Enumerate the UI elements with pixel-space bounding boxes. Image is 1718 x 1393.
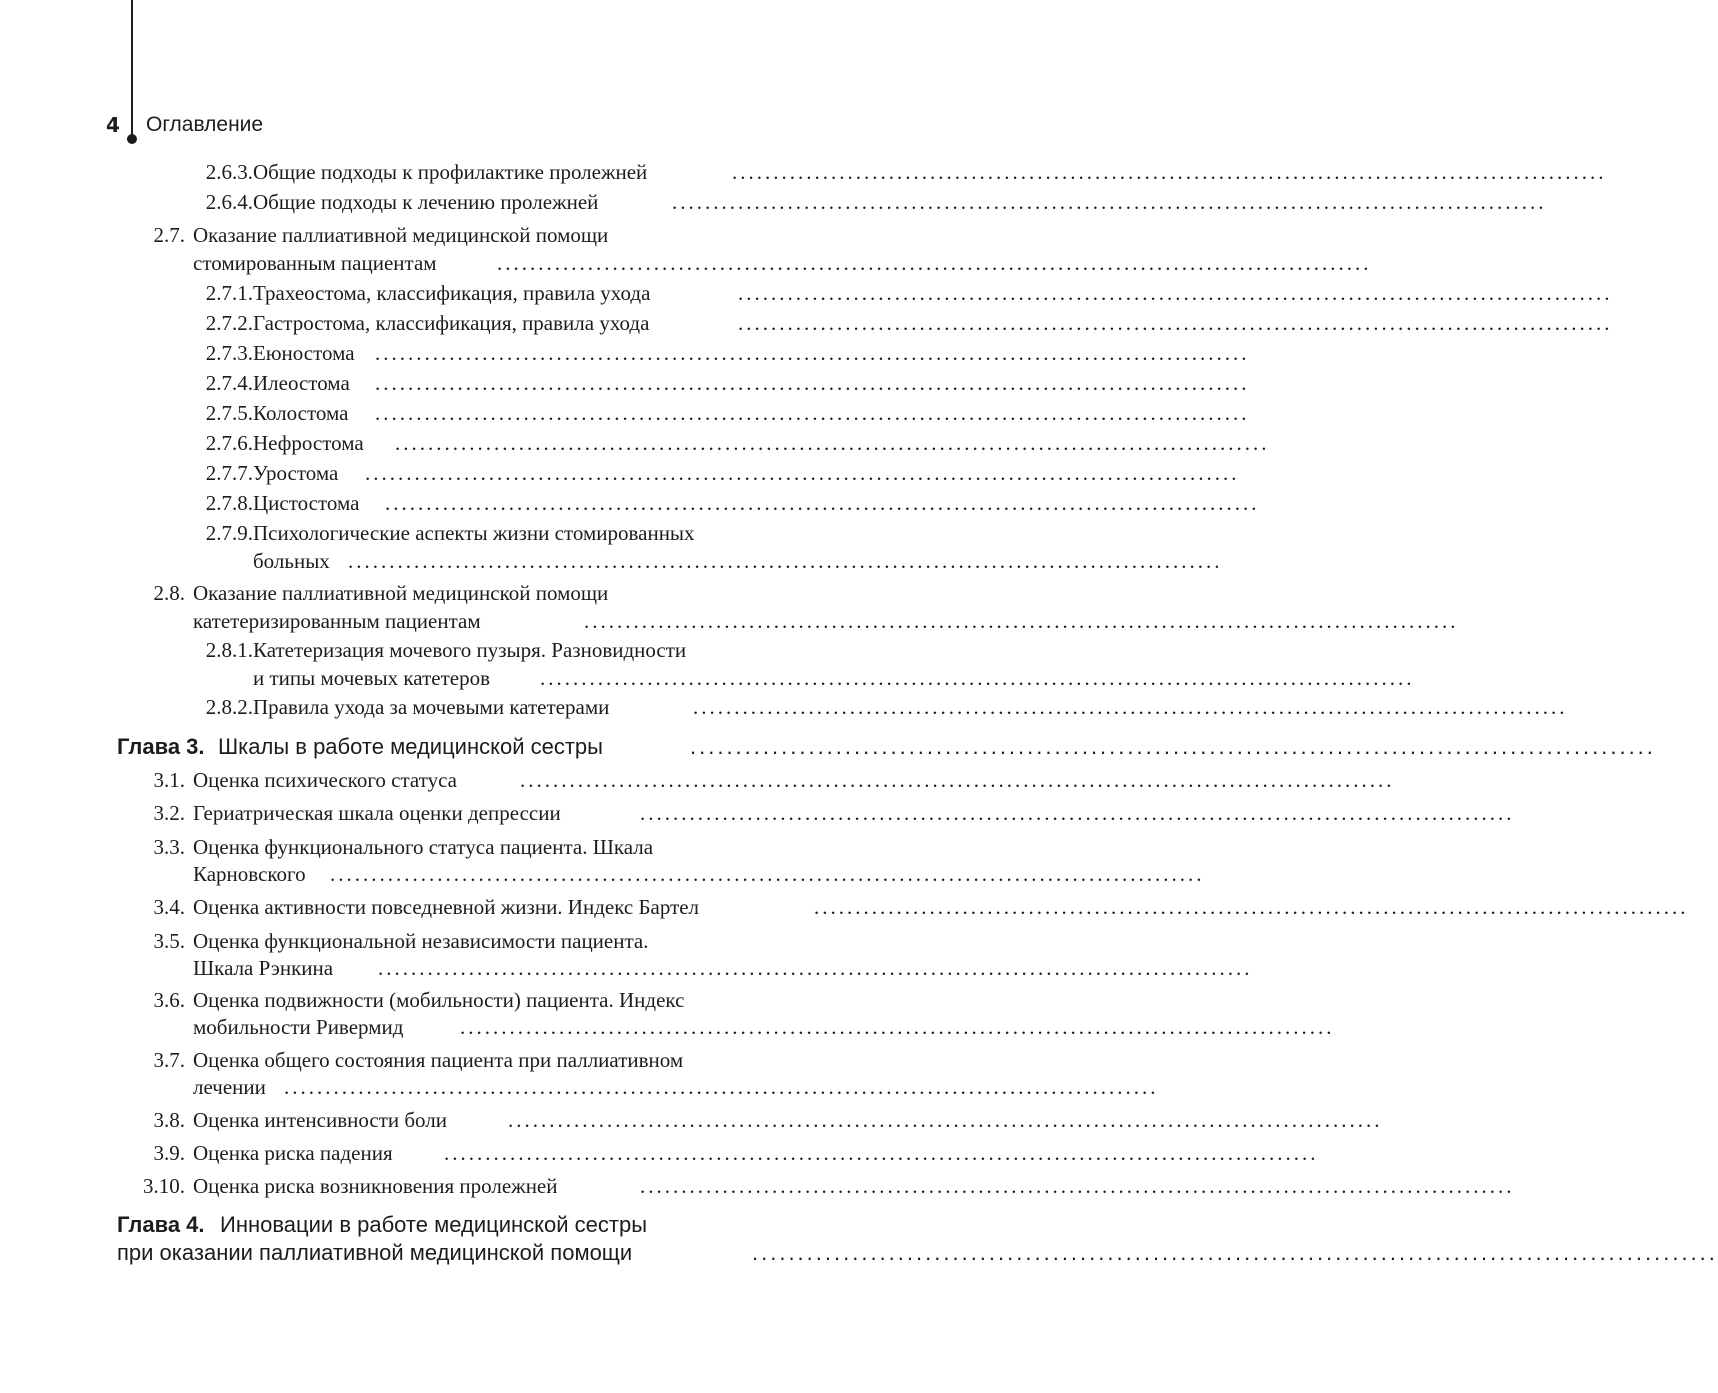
toc-entry-title: Цистостома	[253, 491, 360, 515]
toc-entry-title: Общие подходы к лечению пролежней	[253, 190, 599, 214]
toc-entry-number: 3.7.	[153, 1048, 185, 1072]
toc-leader: ..........................................................................................................	[640, 801, 1515, 825]
toc-entry-number: 2.7.3.	[205, 341, 253, 365]
toc-entry-number: 3.4.	[153, 895, 185, 919]
toc-entry-title: Оценка активности повседневной жизни. Индекс Бартел	[193, 895, 700, 919]
toc-chapter-label: Глава 3.	[117, 734, 205, 759]
toc-entry-title: Трахеостома, классификация, правила ухода	[253, 281, 651, 305]
toc-entry-number: 2.7.5.	[205, 401, 253, 425]
toc-entry-title: Общие подходы к профилактике пролежней	[253, 160, 648, 184]
toc-entry-number: 2.7.8.	[205, 491, 253, 515]
toc-entry-number: 2.7.7.	[205, 461, 253, 485]
toc-leader: ..........................................................................................................	[738, 281, 1613, 305]
toc-entry-number: 3.5.	[153, 929, 185, 953]
toc-entry-title: Оценка интенсивности боли	[193, 1108, 447, 1132]
toc-entry-title: Гастростома, классификация, правила ухода	[253, 311, 650, 335]
toc-entry-title-line1: Оценка общего состояния пациента при паллиативном	[193, 1048, 684, 1072]
toc-leader: ..........................................................................................................	[460, 1015, 1335, 1039]
toc-leader: ..........................................................................................................	[348, 549, 1223, 573]
toc-entry-number: 2.6.4.	[205, 190, 253, 214]
toc-leader: ..........................................................................................................	[284, 1075, 1159, 1099]
toc-entry-number: 2.7.6.	[205, 431, 253, 455]
toc-leader: ..........................................................................................................	[814, 895, 1689, 919]
toc-entry-title: Илеостома	[253, 371, 350, 395]
toc-entry-number: 2.7.	[153, 223, 185, 247]
toc-leader: ..........................................................................................................	[365, 461, 1240, 485]
toc-leader: ..........................................................................................................	[378, 956, 1253, 980]
toc-chapter-title-line2: при оказании паллиативной медицинской помощи	[117, 1240, 633, 1265]
toc-leader: ..........................................................................................................	[672, 190, 1547, 214]
toc-entry-number: 2.6.3.	[205, 160, 253, 184]
toc-entry-title: Оценка риска возникновения пролежней	[193, 1174, 558, 1198]
toc-leader: ..........................................................................................................	[693, 695, 1568, 719]
toc-entry-title: Оценка психического статуса	[193, 768, 457, 792]
toc-entry-title: Колостома	[253, 401, 349, 425]
toc-entry-title-line2: Карновского	[193, 862, 306, 886]
toc-leader: ..........................................................................................................	[584, 609, 1459, 633]
toc-leader: ..........................................................................................................	[395, 431, 1270, 455]
toc-entry-title-line1: Оценка функционального статуса пациента. Шкала	[193, 835, 654, 859]
toc-leader: ..........................................................................................................	[508, 1108, 1383, 1132]
toc-entry-title: Уростома	[253, 461, 339, 485]
toc-leader: ..........................................................................................................	[385, 491, 1260, 515]
toc-entry-number: 3.10.	[143, 1174, 185, 1198]
toc-entry-title-line2: катетеризированным пациентам	[193, 609, 481, 633]
toc-leader: ..........................................................................................................	[375, 341, 1250, 365]
toc-entry-title-line2: больных	[253, 549, 330, 573]
toc-entry-title-line2: стомированным пациентам	[193, 251, 437, 275]
toc-entry-number: 2.8.2.	[205, 695, 253, 719]
toc-entry-title-line1: Оценка функциональной независимости пациента.	[193, 929, 649, 953]
running-head-title: Оглавление	[146, 113, 264, 136]
toc-entry-number: 2.8.1.	[205, 638, 253, 662]
toc-entry-title: Правила ухода за мочевыми катетерами	[253, 695, 610, 719]
toc-entry-number: 2.7.1.	[205, 281, 253, 305]
toc-leader: ..........................................................................................................	[540, 666, 1415, 690]
toc-entry-title-line2: Шкала Рэнкина	[193, 956, 334, 980]
toc-entry-number: 2.7.4.	[205, 371, 253, 395]
toc-leader: ..........................................................................................................	[444, 1141, 1319, 1165]
toc-entry-number: 3.1.	[153, 768, 185, 792]
page-number: 4	[106, 113, 120, 137]
toc-entry-title-line1: Катетеризация мочевого пузыря. Разновидности	[253, 638, 687, 662]
toc-entry-title: Еюностома	[253, 341, 355, 365]
toc-leader: ..........................................................................................................	[520, 768, 1395, 792]
toc-entry-title-line1: Оценка подвижности (мобильности) пациента. Индекс	[193, 988, 685, 1012]
toc-leader: ..........................................................................................................	[375, 371, 1250, 395]
toc-entry-title-line2: и типы мочевых катетеров	[253, 666, 490, 690]
toc-leader: ..........................................................................................................	[752, 1240, 1718, 1265]
toc-leader: ..........................................................................................................	[690, 734, 1656, 759]
toc-chapter-label: Глава 4.	[117, 1212, 205, 1237]
toc-entry-number: 2.8.	[153, 581, 185, 605]
toc-entry-title-line1: Психологические аспекты жизни стомированных	[253, 521, 695, 545]
toc-entry-title-line2: мобильности Ривермид	[193, 1015, 404, 1039]
toc-entry-number: 3.3.	[153, 835, 185, 859]
toc-entry-title: Гериатрическая шкала оценки депрессии	[193, 801, 561, 825]
toc-entry-title: Оценка риска падения	[193, 1141, 393, 1165]
toc-leader: ..........................................................................................................	[330, 862, 1205, 886]
toc-entry-title: Нефростома	[253, 431, 364, 455]
toc-leader: ..........................................................................................................	[497, 251, 1372, 275]
toc-leader: ..........................................................................................................	[375, 401, 1250, 425]
toc-entry-number: 3.2.	[153, 801, 185, 825]
toc-chapter-title: Шкалы в работе медицинской сестры	[218, 734, 603, 759]
toc-entry-number: 3.9.	[153, 1141, 185, 1165]
toc-entry-number: 3.8.	[153, 1108, 185, 1132]
toc-entry-number: 2.7.9.	[205, 521, 253, 545]
toc-entry-title-line1: Оказание паллиативной медицинской помощи	[193, 581, 609, 605]
toc-entry-number: 2.7.2.	[205, 311, 253, 335]
toc-chapter-title-line1: Инновации в работе медицинской сестры	[220, 1212, 648, 1237]
toc-entry-number: 3.6.	[153, 988, 185, 1012]
toc-leader: ..........................................................................................................	[732, 160, 1607, 184]
toc-leader: ..........................................................................................................	[640, 1174, 1515, 1198]
toc-entry-title-line2: лечении	[193, 1075, 266, 1099]
toc-entry-title-line1: Оказание паллиативной медицинской помощи	[193, 223, 609, 247]
toc-leader: ..........................................................................................................	[738, 311, 1613, 335]
